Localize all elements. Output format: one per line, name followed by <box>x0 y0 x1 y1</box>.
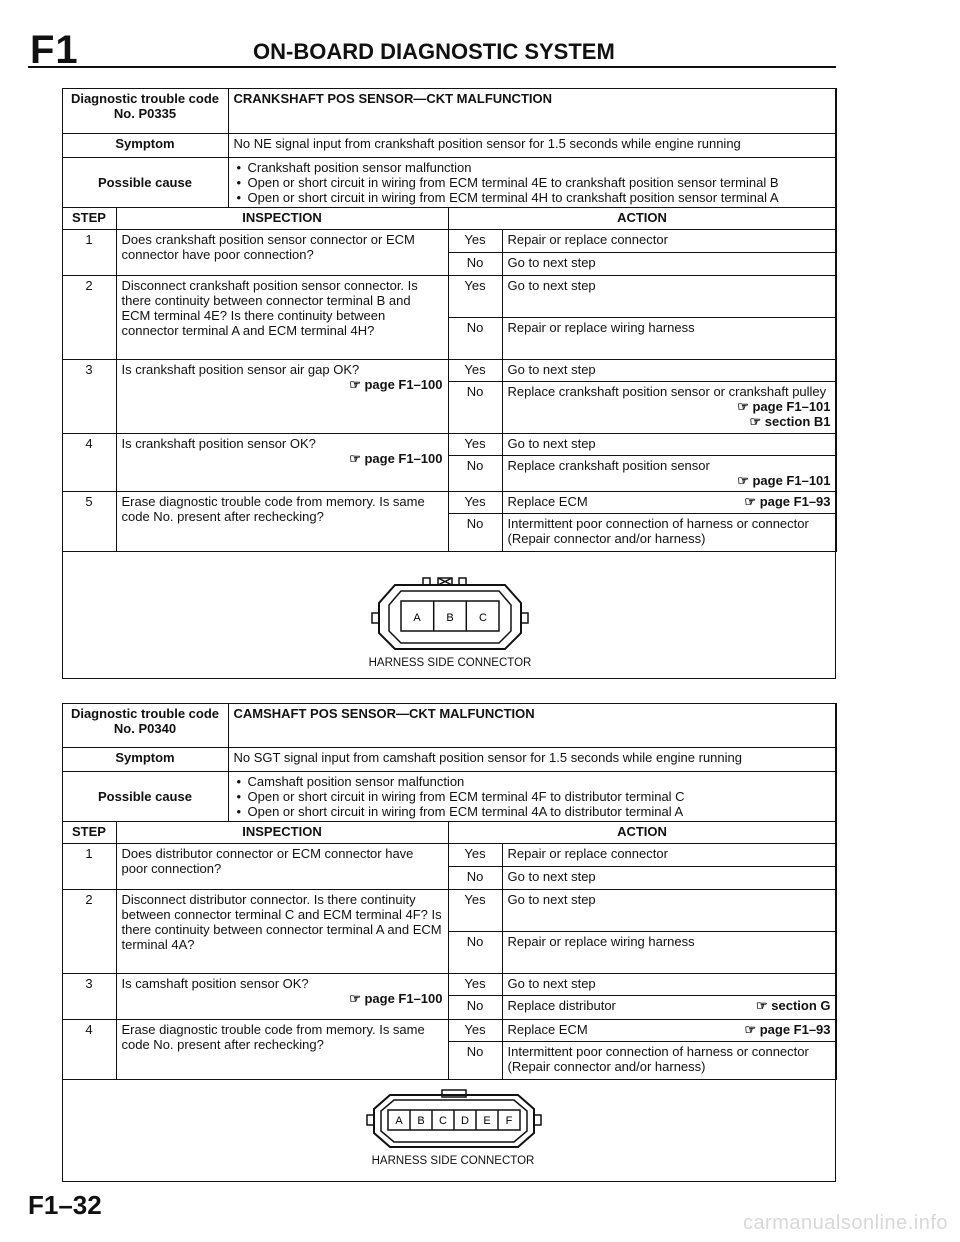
action-yes: Replace ECM <box>507 493 588 509</box>
no-label: No <box>448 455 502 491</box>
section-reference: ☞ section B1 <box>749 413 831 429</box>
pin-label: C <box>439 1115 447 1127</box>
dtc-label: Diagnostic trouble code No. P0335 <box>62 88 228 133</box>
page-title: ON-BOARD DIAGNOSTIC SYSTEM <box>253 39 615 64</box>
action-no: Replace crankshaft position sensor <box>507 457 710 473</box>
inspection-header: INSPECTION <box>116 207 448 229</box>
inspection-text: Erase diagnostic trouble code from memory. Is same code No. present after rechecking? <box>116 491 448 551</box>
yes-label: Yes <box>448 889 502 931</box>
inspection-text: Does crankshaft position sensor connector or ECM connector have poor connection? <box>116 229 448 275</box>
action-header: ACTION <box>448 821 836 843</box>
pin-label: E <box>483 1115 491 1127</box>
no-label: No <box>448 317 502 359</box>
page-number: F1–32 <box>28 1190 102 1220</box>
symptom-text: No SGT signal input from camshaft position sensor for 1.5 seconds while engine running <box>228 747 836 771</box>
cause-item: • Open or short circuit in wiring from ECM terminal 4H to crankshaft position sensor terminal A <box>248 190 831 205</box>
pin-label: B <box>417 1115 425 1127</box>
inspection-cell <box>116 433 448 491</box>
page-reference: ☞ page F1–100 <box>349 376 443 392</box>
connector-caption: HARNESS SIDE CONNECTOR <box>368 657 532 669</box>
latch-tab <box>423 578 430 585</box>
dtc-p0335-panel <box>62 88 836 679</box>
dtc-code: P0335 <box>138 105 177 121</box>
pin-label: A <box>395 1115 403 1127</box>
action-yes-cell <box>502 1019 836 1041</box>
cause-item: • Crankshaft position sensor malfunction <box>248 160 831 175</box>
side-key <box>521 613 528 623</box>
dtc-p0340-panel <box>62 703 836 1182</box>
action-yes-cell <box>502 491 836 513</box>
no-label: No <box>448 931 502 973</box>
page-reference: ☞ page F1–93 <box>744 1021 831 1037</box>
page-reference: ☞ page F1–101 <box>737 398 831 414</box>
page-header <box>28 28 836 72</box>
inspection-text: Is crankshaft position sensor OK? <box>121 435 316 451</box>
dtc-p0335-table <box>62 88 837 552</box>
step-number: 3 <box>62 973 116 1019</box>
inspection-text: Disconnect distributor connector. Is there continuity between connector terminal C and ECM terminal 4F? Is there continuity between connector terminal A and ECM terminal 4A? <box>116 889 448 973</box>
yes-label: Yes <box>448 973 502 995</box>
inspection-text: Disconnect crankshaft position sensor connector. Is there continuity between connector terminal B and ECM terminal 4E? Is there continuity between connector terminal A and ECM terminal 4H? <box>116 275 448 359</box>
inspection-text: Does distributor connector or ECM connector have poor connection? <box>116 843 448 889</box>
symptom-label: Symptom <box>62 747 228 771</box>
pin-label: A <box>413 612 421 624</box>
cause-label: Possible cause <box>62 157 228 207</box>
yes-label: Yes <box>448 491 502 513</box>
yes-label: Yes <box>448 229 502 252</box>
inspection-text: Erase diagnostic trouble code from memory. Is same code No. present after rechecking? <box>116 1019 448 1079</box>
inspection-cell <box>116 973 448 1019</box>
page-reference: ☞ page F1–101 <box>737 472 831 488</box>
connector-diagram-3pin <box>365 577 535 651</box>
step-number: 2 <box>62 889 116 973</box>
cause-item: • Camshaft position sensor malfunction <box>248 774 831 789</box>
symptom-text: No NE signal input from crankshaft position sensor for 1.5 seconds while engine running <box>228 133 836 157</box>
page-reference: ☞ page F1–100 <box>349 990 443 1006</box>
yes-label: Yes <box>448 433 502 455</box>
action-no: Replace distributor <box>507 997 616 1013</box>
action-yes: Go to next step <box>502 275 836 317</box>
section-reference: ☞ section G <box>756 997 831 1013</box>
side-key <box>372 613 379 623</box>
action-yes: Go to next step <box>502 973 836 995</box>
yes-label: Yes <box>448 359 502 381</box>
inspection-cell <box>116 359 448 433</box>
page-reference: ☞ page F1–100 <box>349 450 443 466</box>
step-number: 5 <box>62 491 116 551</box>
cause-item: • Open or short circuit in wiring from ECM terminal 4F to distributor terminal C <box>248 789 831 804</box>
no-label: No <box>448 866 502 889</box>
inspection-header: INSPECTION <box>116 821 448 843</box>
dtc-p0340-table <box>62 703 837 1080</box>
side-key <box>367 1115 374 1125</box>
step-header: STEP <box>62 821 116 843</box>
action-no: Intermittent poor connection of harness or connector (Repair connector and/or harness) <box>502 513 836 551</box>
cause-list <box>228 771 836 821</box>
action-yes: Go to next step <box>502 433 836 455</box>
action-yes: Go to next step <box>502 889 836 931</box>
step-number: 4 <box>62 433 116 491</box>
action-header: ACTION <box>448 207 836 229</box>
dtc-label: Diagnostic trouble code No. P0340 <box>62 703 228 747</box>
no-label: No <box>448 513 502 551</box>
pin-label: B <box>446 612 454 624</box>
inspection-text: Is crankshaft position sensor air gap OK? <box>121 361 360 377</box>
step-number: 1 <box>62 229 116 275</box>
action-yes: Repair or replace connector <box>502 229 836 252</box>
action-no-cell <box>502 381 836 433</box>
action-no: Repair or replace wiring harness <box>502 931 836 973</box>
dtc-code: P0340 <box>138 720 177 736</box>
step-header: STEP <box>62 207 116 229</box>
step-number: 4 <box>62 1019 116 1079</box>
action-no-cell <box>502 455 836 491</box>
inspection-text: Is camshaft position sensor OK? <box>121 975 309 991</box>
cause-list <box>228 157 836 207</box>
yes-label: Yes <box>448 1019 502 1041</box>
pin-label: D <box>461 1115 469 1127</box>
action-no: Replace crankshaft position sensor or crankshaft pulley <box>507 383 827 399</box>
no-label: No <box>448 381 502 433</box>
pin-label: F <box>505 1115 513 1127</box>
yes-label: Yes <box>448 843 502 866</box>
action-no: Go to next step <box>502 866 836 889</box>
watermark: carmanualsonline.info <box>742 1212 948 1234</box>
connector-caption: HARNESS SIDE CONNECTOR <box>371 1155 535 1167</box>
no-label: No <box>448 1041 502 1079</box>
latch-tab <box>459 578 466 585</box>
action-no-cell <box>502 995 836 1019</box>
action-yes: Go to next step <box>502 359 836 381</box>
side-key <box>534 1115 541 1125</box>
cause-item: • Open or short circuit in wiring from ECM terminal 4E to crankshaft position sensor terminal B <box>248 175 831 190</box>
no-label: No <box>448 252 502 275</box>
symptom-label: Symptom <box>62 133 228 157</box>
no-label: No <box>448 995 502 1019</box>
step-number: 3 <box>62 359 116 433</box>
dtc-title: CRANKSHAFT POS SENSOR—CKT MALFUNCTION <box>228 88 836 133</box>
yes-label: Yes <box>448 275 502 317</box>
step-number: 2 <box>62 275 116 359</box>
section-code: F1 <box>30 28 79 72</box>
action-yes: Replace ECM <box>507 1021 588 1037</box>
cause-label: Possible cause <box>62 771 228 821</box>
dtc-title: CAMSHAFT POS SENSOR—CKT MALFUNCTION <box>228 703 836 747</box>
cause-item: • Open or short circuit in wiring from ECM terminal 4A to distributor terminal A <box>248 804 831 819</box>
step-number: 1 <box>62 843 116 889</box>
connector-diagram-6pin <box>364 1089 544 1151</box>
page-reference: ☞ page F1–93 <box>744 493 831 509</box>
action-yes: Repair or replace connector <box>502 843 836 866</box>
action-no: Repair or replace wiring harness <box>502 317 836 359</box>
action-no: Intermittent poor connection of harness or connector (Repair connector and/or harness) <box>502 1041 836 1079</box>
pin-label: C <box>479 612 487 624</box>
action-no: Go to next step <box>502 252 836 275</box>
